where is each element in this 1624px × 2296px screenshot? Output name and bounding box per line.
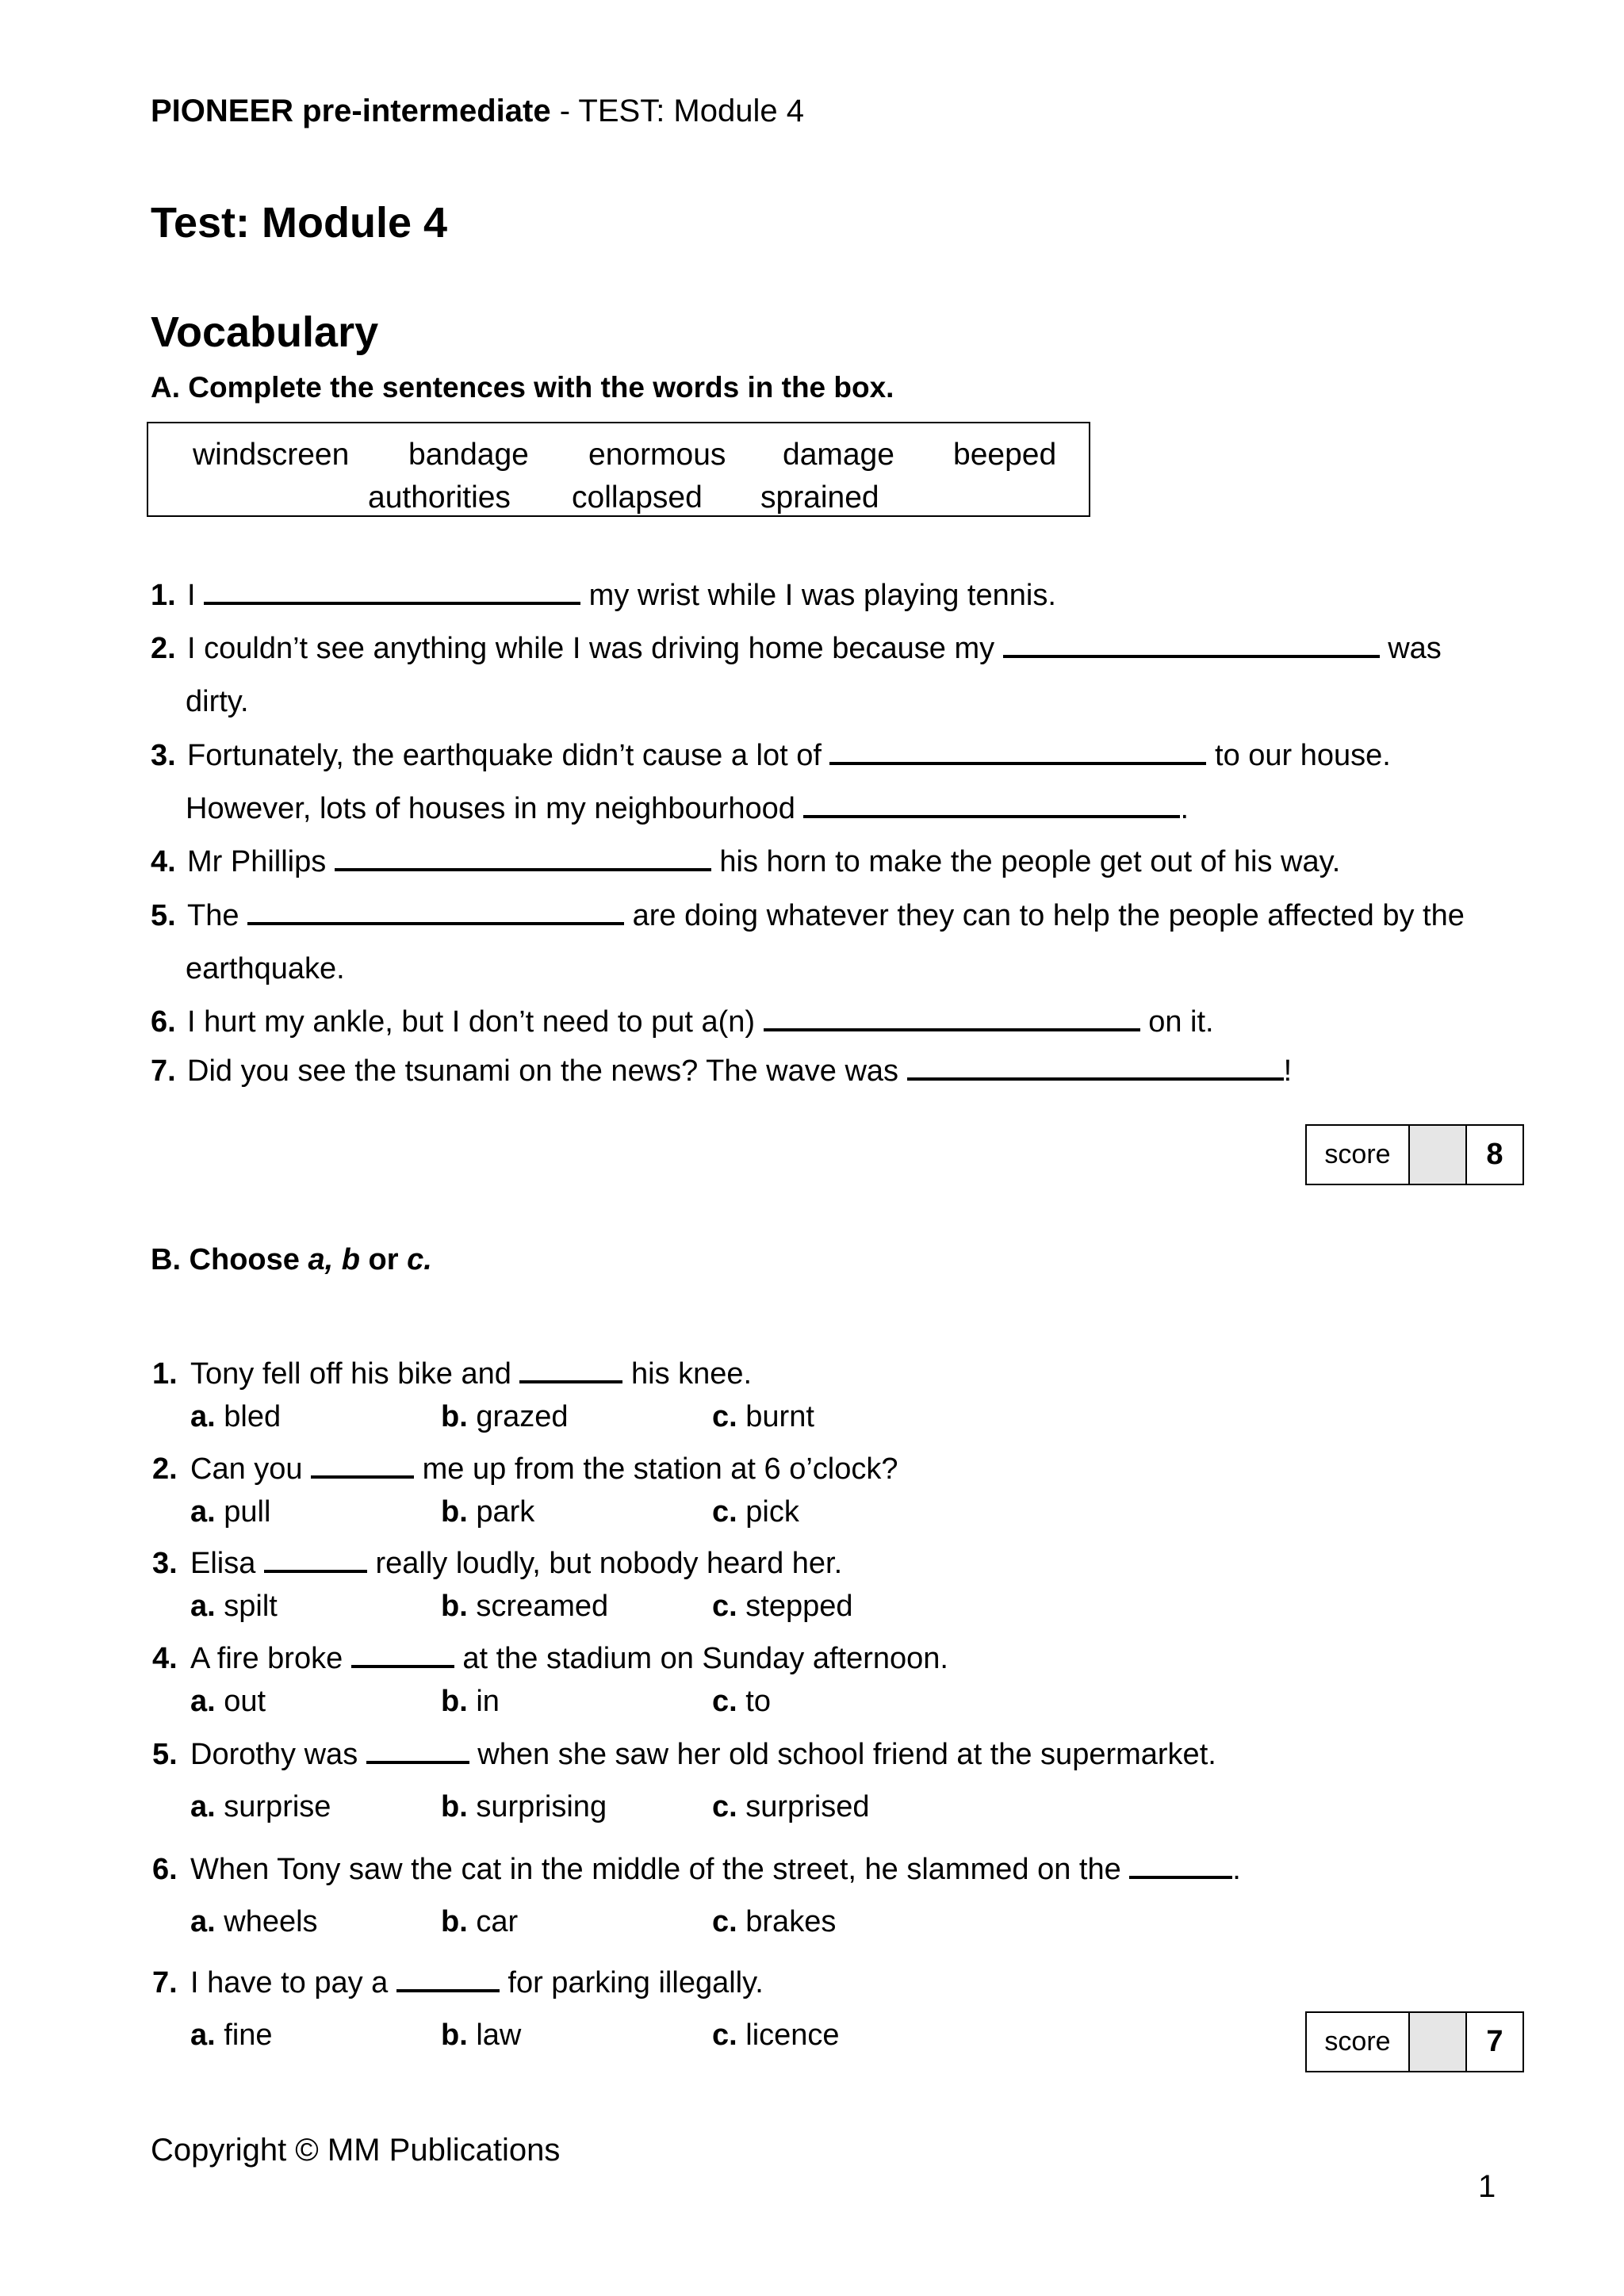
a-item-6 [151, 1005, 1214, 1039]
score-box-a [1305, 1124, 1524, 1185]
option-text: fine [224, 2019, 273, 2052]
a-item-1 [151, 579, 1056, 613]
item-text: was [1379, 632, 1442, 665]
item-text: are doing whatever they can to help the people affected by the [624, 899, 1465, 932]
option-letter: c. [712, 1905, 737, 1938]
option-text: licence [745, 2019, 840, 2052]
option-letter: b. [441, 1685, 468, 1718]
option-letter: a. [190, 1590, 216, 1623]
item-text: Can you [190, 1452, 312, 1486]
option-letter: a. [190, 1905, 216, 1938]
answer-blank[interactable] [247, 921, 624, 925]
copyright: Copyright © MM Publications [151, 2133, 561, 2168]
option-text: screamed [476, 1590, 609, 1623]
option-letter: c. [712, 1495, 737, 1529]
item-number: 4. [151, 845, 176, 878]
option-text: spilt [224, 1590, 278, 1623]
item-text: Mr Phillips [187, 845, 335, 878]
answer-blank[interactable] [907, 1077, 1284, 1081]
item-number: 4. [152, 1642, 178, 1675]
answer-blank[interactable] [311, 1475, 414, 1479]
a-item-3-cont [186, 792, 1189, 826]
b-item-7 [152, 1966, 764, 2000]
item-text: . [1232, 1853, 1241, 1886]
score-label: score [1307, 2013, 1410, 2071]
b-item-1-option-c[interactable] [712, 1400, 814, 1434]
item-text: his horn to make the people get out of his way. [710, 845, 1341, 878]
b-item-3 [152, 1547, 842, 1581]
b-item-4-option-b[interactable] [441, 1685, 500, 1719]
item-text: Did you see the tsunami on the news? The wave was [187, 1054, 907, 1088]
instruction-letters: c. [407, 1243, 432, 1276]
item-text: I couldn’t see anything while I was driving home because my [187, 632, 1003, 665]
option-letter: a. [190, 1685, 216, 1718]
item-text: When Tony saw the cat in the middle of the street, he slammed on the [190, 1853, 1130, 1886]
item-number: 6. [151, 1005, 176, 1039]
word-enormous: enormous [588, 438, 726, 472]
answer-blank[interactable] [335, 867, 711, 871]
option-text: out [224, 1685, 266, 1718]
option-letter: b. [441, 1905, 468, 1938]
answer-blank[interactable] [396, 1988, 500, 1992]
b-item-2-option-a[interactable] [190, 1495, 270, 1529]
b-item-3-option-c[interactable] [712, 1590, 853, 1624]
option-letter: b. [441, 1400, 468, 1433]
part-b-instruction [151, 1243, 432, 1277]
word-collapsed: collapsed [572, 480, 703, 515]
a-item-7 [151, 1054, 1292, 1089]
item-number: 1. [152, 1357, 178, 1391]
item-text: really loudly, but nobody heard her. [366, 1547, 843, 1580]
item-text: . [1180, 792, 1189, 825]
answer-blank[interactable] [1003, 654, 1380, 658]
item-text: I have to pay a [190, 1966, 396, 1999]
option-letter: b. [441, 1590, 468, 1623]
item-number: 5. [151, 899, 176, 932]
answer-blank[interactable] [351, 1664, 454, 1668]
score-entry[interactable] [1410, 2013, 1467, 2071]
word-windscreen: windscreen [193, 438, 350, 472]
option-letter: a. [190, 1400, 216, 1433]
b-item-4-option-c[interactable] [712, 1685, 771, 1719]
answer-blank[interactable] [366, 1760, 469, 1764]
section-heading: Vocabulary [151, 308, 379, 356]
option-letter: b. [441, 1790, 468, 1823]
item-text: for parking illegally. [499, 1966, 764, 1999]
option-text: brakes [745, 1905, 837, 1938]
b-item-1-option-a[interactable] [190, 1400, 281, 1434]
option-text: burnt [745, 1400, 814, 1433]
b-item-3-option-b[interactable] [441, 1590, 608, 1624]
answer-blank[interactable] [204, 601, 580, 605]
a-item-5-cont: earthquake. [186, 952, 345, 985]
instruction-letters: a, b [308, 1243, 360, 1276]
b-item-7-option-a[interactable] [190, 2019, 273, 2053]
word-damage: damage [783, 438, 894, 472]
page-number: 1 [1478, 2169, 1496, 2204]
item-text: I hurt my ankle, but I don’t need to put a(n) [187, 1005, 764, 1039]
brand-name: PIONEER pre-intermediate [151, 94, 551, 128]
a-item-4 [151, 845, 1340, 879]
b-item-4-option-a[interactable] [190, 1685, 266, 1719]
b-item-5-option-a[interactable] [190, 1790, 331, 1824]
answer-blank[interactable] [764, 1027, 1140, 1031]
word-box [147, 422, 1090, 517]
item-text: my wrist while I was playing tennis. [580, 579, 1056, 612]
a-item-2 [151, 632, 1442, 666]
item-text: at the stadium on Sunday afternoon. [454, 1642, 948, 1675]
word-sprained: sprained [760, 480, 879, 515]
page-title: Test: Module 4 [151, 199, 448, 247]
option-letter: a. [190, 1495, 216, 1529]
header-suffix: - TEST: Module 4 [550, 94, 804, 128]
option-letter: a. [190, 2019, 216, 2052]
option-text: surprise [224, 1790, 331, 1823]
item-text: A fire broke [190, 1642, 351, 1675]
item-number: 1. [151, 579, 176, 612]
item-text: ! [1283, 1054, 1293, 1088]
b-item-1 [152, 1357, 752, 1391]
option-text: law [476, 2019, 522, 2052]
option-letter: b. [441, 2019, 468, 2052]
item-number: 7. [151, 1054, 176, 1088]
option-text: in [476, 1685, 500, 1718]
item-number: 6. [152, 1853, 178, 1886]
answer-blank[interactable] [1129, 1875, 1232, 1879]
b-item-6-option-c[interactable] [712, 1905, 836, 1939]
b-item-6-option-a[interactable] [190, 1905, 318, 1939]
option-text: to [745, 1685, 771, 1718]
item-text: However, lots of houses in my neighbourhood [186, 792, 804, 825]
item-text: on it. [1139, 1005, 1214, 1039]
a-item-2-cont: dirty. [186, 685, 249, 718]
answer-blank[interactable] [803, 814, 1180, 818]
word-beeped: beeped [953, 438, 1057, 472]
option-text: stepped [745, 1590, 853, 1623]
item-text: Elisa [190, 1547, 264, 1580]
running-header [151, 94, 804, 129]
item-text: to our house. [1206, 739, 1391, 772]
item-text: me up from the station at 6 o’clock? [414, 1452, 898, 1486]
item-number: 2. [152, 1452, 178, 1486]
item-text: Fortunately, the earthquake didn’t cause a lot of [187, 739, 830, 772]
instruction-text: or [359, 1243, 408, 1276]
option-text: wheels [224, 1905, 318, 1938]
option-text: surprised [745, 1790, 870, 1823]
item-number: 3. [152, 1547, 178, 1580]
option-text: surprising [476, 1790, 607, 1823]
score-entry[interactable] [1410, 1126, 1467, 1184]
a-item-3 [151, 739, 1391, 773]
answer-blank[interactable] [829, 761, 1206, 765]
score-label: score [1307, 1126, 1410, 1184]
b-item-2 [152, 1452, 898, 1487]
option-text: pick [745, 1495, 799, 1529]
a-item-5 [151, 899, 1465, 933]
option-letter: b. [441, 1495, 468, 1529]
b-item-6 [152, 1853, 1241, 1887]
word-authorities: authorities [368, 480, 511, 515]
b-item-5-option-b[interactable] [441, 1790, 607, 1824]
item-text: The [187, 899, 248, 932]
option-text: park [476, 1495, 535, 1529]
b-item-3-option-a[interactable] [190, 1590, 278, 1624]
option-letter: c. [712, 1400, 737, 1433]
b-item-5-option-c[interactable] [712, 1790, 870, 1824]
b-item-2-option-b[interactable] [441, 1495, 534, 1529]
item-text: when she saw her old school friend at the supermarket. [469, 1738, 1216, 1771]
option-letter: c. [712, 2019, 737, 2052]
b-item-7-option-c[interactable] [712, 2019, 840, 2053]
answer-blank[interactable] [264, 1569, 367, 1573]
option-text: bled [224, 1400, 282, 1433]
item-number: 2. [151, 632, 176, 665]
answer-blank[interactable] [519, 1380, 622, 1383]
word-bandage: bandage [408, 438, 529, 472]
b-item-4 [152, 1642, 948, 1676]
item-number: 5. [152, 1738, 178, 1771]
item-text: I [187, 579, 205, 612]
option-letter: a. [190, 1790, 216, 1823]
item-text: his knee. [622, 1357, 753, 1391]
b-item-2-option-c[interactable] [712, 1495, 799, 1529]
b-item-7-option-b[interactable] [441, 2019, 521, 2053]
option-text: grazed [476, 1400, 569, 1433]
instruction-text: B. Choose [151, 1243, 308, 1276]
option-text: pull [224, 1495, 271, 1529]
item-text: Tony fell off his bike and [190, 1357, 520, 1391]
item-number: 3. [151, 739, 176, 772]
option-letter: c. [712, 1685, 737, 1718]
b-item-1-option-b[interactable] [441, 1400, 569, 1434]
item-number: 7. [152, 1966, 178, 1999]
score-max: 7 [1486, 2025, 1503, 2058]
score-box-b [1305, 2011, 1524, 2072]
option-letter: c. [712, 1590, 737, 1623]
item-text: Dorothy was [190, 1738, 366, 1771]
part-a-instruction: A. Complete the sentences with the words in the box. [151, 371, 894, 404]
score-max: 8 [1486, 1138, 1503, 1171]
b-item-5 [152, 1738, 1216, 1772]
option-letter: c. [712, 1790, 737, 1823]
b-item-6-option-b[interactable] [441, 1905, 518, 1939]
option-text: car [476, 1905, 519, 1938]
